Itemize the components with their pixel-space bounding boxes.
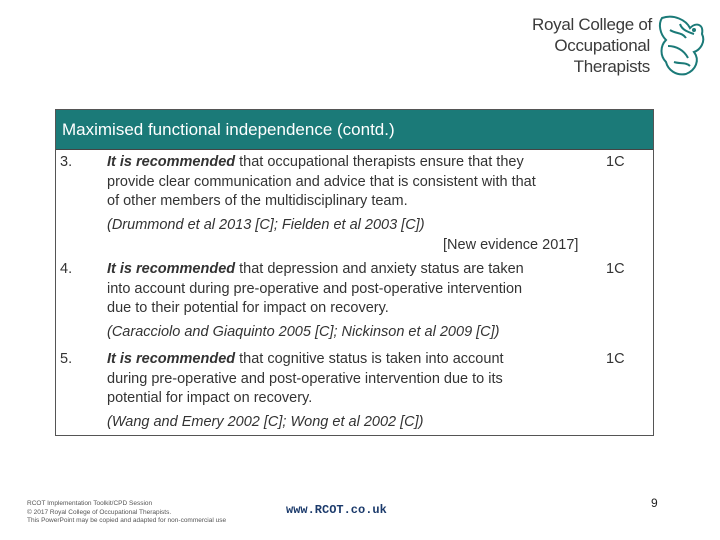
text-line: during pre-operative and post-operative intervention due to its <box>107 370 503 387</box>
logo-line: Therapists <box>573 57 650 76</box>
citation: (Drummond et al 2013 [C]; Fielden et al 2003 [C]) <box>107 216 425 233</box>
recommendation-lead: It is recommended <box>107 351 236 367</box>
table-header: Maximised functional independence (contd.) <box>56 110 653 150</box>
griffin-emblem-icon <box>656 12 708 78</box>
text-line: of other members of the multidisciplinary team. <box>107 193 408 209</box>
recommendation-lead: It is recommended <box>107 154 236 170</box>
recommendation-lead: It is recommended <box>107 261 236 277</box>
logo-line: Royal College of <box>532 15 652 34</box>
evidence-grade: 1C <box>606 351 625 367</box>
text-line: that depression and anxiety status are taken <box>235 261 524 277</box>
footer-copyright <box>27 500 226 526</box>
text-line: potential for impact on recovery. <box>107 390 313 406</box>
new-evidence-note: [New evidence 2017] <box>443 237 579 253</box>
recommendation-text <box>107 153 577 235</box>
footer-line: © 2017 Royal College of Occupational Therapists. <box>27 508 172 516</box>
text-line: into account during pre-operative and post-operative intervention <box>107 280 523 297</box>
logo-text <box>532 14 650 77</box>
recommendation-text <box>107 260 577 342</box>
recommendation-text <box>107 350 577 432</box>
evidence-grade: 1C <box>606 154 625 170</box>
text-line: that occupational therapists ensure that they <box>235 154 524 170</box>
page-number: 9 <box>651 496 658 510</box>
logo-line: Occupational <box>554 36 650 55</box>
rcot-logo <box>532 12 712 80</box>
recommendations-table <box>55 109 654 436</box>
row-number: 5. <box>60 351 73 367</box>
text-line: that cognitive status is taken into account <box>235 351 504 367</box>
website-link[interactable]: www.RCOT.co.uk <box>286 503 387 517</box>
row-number: 4. <box>60 261 73 277</box>
text-line: due to their potential for impact on recovery. <box>107 300 389 316</box>
row-number: 3. <box>60 154 73 170</box>
citation: (Caracciolo and Giaquinto 2005 [C]; Nickinson et al 2009 [C]) <box>107 323 500 340</box>
footer-line: RCOT Implementation Toolkit/CPD Session <box>27 500 153 507</box>
evidence-grade: 1C <box>606 261 625 277</box>
footer-line: This PowerPoint may be copied and adapted for non-commercial use <box>27 517 227 524</box>
citation: (Wang and Emery 2002 [C]; Wong et al 2002 [C]) <box>107 413 424 430</box>
text-line: provide clear communication and advice that is consistent with that <box>107 173 536 190</box>
